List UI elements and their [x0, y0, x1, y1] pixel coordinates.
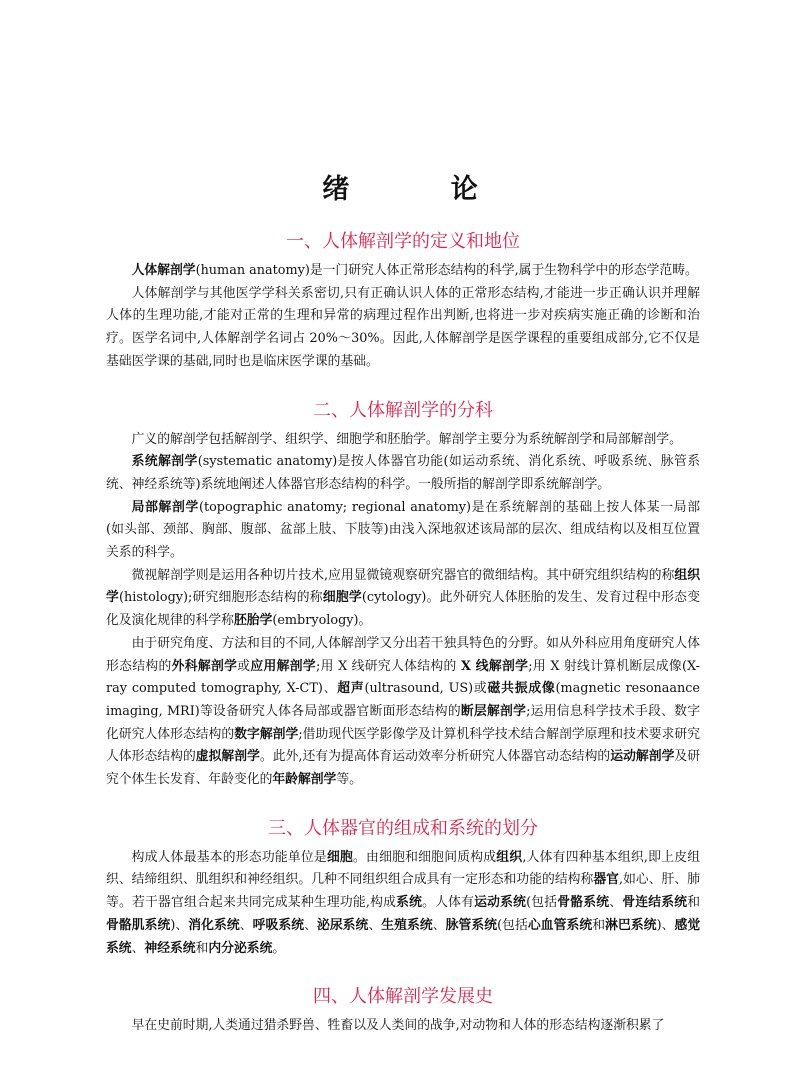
paragraph	[106, 497, 700, 565]
text-run: ,人体有四种基本组织,即上皮组织、结缔组织、肌组织和神经组织。几种不同组织组合成具有一定形态和功能的结构称	[106, 849, 701, 888]
bold-term: 细胞学	[322, 590, 362, 606]
bold-term: 内分泌系统	[208, 940, 273, 956]
paragraph	[106, 429, 700, 452]
bold-term: 呼吸系统	[252, 917, 305, 933]
text-run: 构成人体最基本的形态功能单位是	[131, 849, 327, 865]
text-run: 、	[368, 917, 382, 933]
text-run: ;运用信息科学技术手段、数字化研究人体形态结构的	[106, 703, 701, 742]
bold-term: 泌尿系统	[316, 917, 369, 933]
bold-term: X 线解剖学	[461, 658, 529, 674]
paragraph	[106, 283, 700, 374]
section-heading: 一、人体解剖学的定义和地位	[286, 231, 520, 252]
section-heading: 二、人体解剖学的分科	[313, 399, 493, 421]
section-heading: 三、人体器官的组成和系统的划分	[268, 817, 538, 839]
bold-term: 数字解剖学	[234, 726, 299, 742]
text-run: 广义的解剖学包括解剖学、组织学、细胞学和胚胎学。解剖学主要分为系统解剖学和局部解剖学。	[131, 431, 682, 447]
bold-term: 感觉系统	[106, 917, 701, 956]
bold-term: 组织学	[106, 567, 700, 606]
page-title: 绪 论	[322, 174, 524, 205]
bold-term: 运动解剖学	[610, 749, 675, 765]
text-run: 。	[272, 940, 286, 956]
text-run: (包括	[526, 895, 558, 911]
text-run: )、	[656, 917, 675, 933]
bold-term: 断层解剖学	[460, 703, 527, 719]
bold-term: 淋巴系统	[605, 917, 657, 933]
page-body	[106, 227, 700, 1058]
text-run: 等。	[336, 772, 362, 788]
text-run: 微视解剖学则是运用各种切片技术,应用显微镜观察研究器官的微细结构。其中研究组织结构的称	[131, 567, 675, 583]
text-run: (ultrasound, US)或	[364, 681, 488, 697]
text-run: ,如心、肝、肺等。若干器官组合起来共同完成某种生理功能,构成	[106, 872, 700, 911]
bold-term: 应用解剖学	[250, 658, 316, 674]
bold-term: 人体解剖学	[131, 263, 196, 278]
text-run: (magnetic resonaance imaging, MRI)等设备研究人体各局部或器官断面形态结构的	[106, 681, 701, 719]
bold-term: 器官	[593, 872, 619, 888]
text-run: (包括	[497, 917, 528, 933]
section-history	[106, 982, 700, 1038]
bold-term: 局部解剖学	[131, 499, 199, 515]
text-run: 由于研究角度、方法和目的不同,人体解剖学又分出若干独具特色的分野。如从外科应用角度研究人体形态结构的	[106, 635, 700, 674]
bold-term: 脉管系统	[445, 917, 498, 933]
text-run: 、	[432, 917, 446, 933]
bold-term: 系统解剖学	[131, 454, 198, 470]
paragraph	[106, 260, 700, 283]
paragraph	[106, 451, 700, 496]
text-run: 和	[687, 895, 701, 911]
bold-term: 组织	[496, 849, 523, 865]
text-run: 。由细胞和细胞间质构成	[353, 849, 497, 865]
text-run: (cytology)。此外研究人体胚胎的发生、发育过程中形态变化及演化规律的科学称	[106, 590, 700, 629]
bold-term: 神经系统	[144, 940, 196, 956]
paragraph	[106, 1015, 700, 1038]
text-run: ;用 X 射线计算机断层成像(X-ray computed tomography, X-CT)、	[106, 658, 701, 697]
text-run: (topographic anatomy; regional anatomy)是在系统解剖的基础上按人体某一局部(如头部、颈部、胸部、腹部、盆部上肢、下肢等)由浅入深地叙述该局部的层次、组成结构以及相互位置关系的科学。	[106, 499, 700, 561]
section-organs-systems	[106, 814, 700, 961]
text-run: 。人体有	[422, 895, 475, 911]
bold-term: 虚拟解剖学	[195, 749, 260, 765]
bold-term: 胚胎学	[233, 613, 273, 629]
bold-term: 生殖系统	[381, 917, 433, 933]
text-run: 早在史前时期,人类通过猎杀野兽、牲畜以及人类间的战争,对动物和人体的形态结构逐渐积累了	[131, 1018, 665, 1034]
text-run: 和	[195, 940, 209, 956]
section-heading: 四、人体解剖学发展史	[313, 986, 493, 1008]
bold-term: 消化系统	[188, 917, 240, 933]
text-run: ;用 X 线研究人体结构的	[316, 658, 462, 674]
bold-term: 磁共振成像	[487, 681, 556, 697]
text-run: 、	[609, 895, 623, 911]
text-run: 和	[592, 917, 606, 933]
text-run: )、	[170, 917, 189, 933]
paragraph	[106, 633, 700, 792]
paragraph	[106, 847, 700, 961]
bold-term: 系统	[396, 895, 423, 911]
text-run: 及研究个体生长发育、年龄变化的	[106, 749, 701, 788]
bold-term: 超声	[337, 681, 365, 697]
bold-term: 骨骼系统	[557, 895, 610, 911]
text-run: 、	[239, 917, 253, 933]
bold-term: 细胞	[326, 849, 354, 865]
text-run: (systematic anatomy)是按人体器官功能(如运动系统、消化系统、呼吸系统、脉管系统、神经系统等)系统地阐述人体器官形态结构的科学。一般所指的解剖学即系统解剖学。	[106, 454, 701, 492]
section-subdivisions	[106, 396, 700, 792]
text-run: 、	[304, 917, 317, 933]
text-run: ;借助现代医学影像学及计算机科学技术结合解剖学原理和技术要求研究人体形态结构的	[106, 726, 701, 765]
text-run: 。此外,还有为提高体育运动效率分析研究人体器官动态结构的	[259, 749, 611, 765]
bold-term: 外科解剖学	[171, 658, 238, 674]
section-definition	[106, 227, 700, 374]
bold-term: 运动系统	[474, 895, 527, 911]
paragraph	[106, 565, 700, 633]
text-run: 人体解剖学与其他医学学科关系密切,只有正确认识人体的正常形态结构,才能进一步正确认识并理解人体的生理功能,才能对正常的生理和异常的病理过程作出判断,也将进一步对疾病实施正确的诊断和治疗。医学名词中,人体解剖学名词占 20%～30%。因此,人体解剖学是医学课程的重要组成部分,它不仅是基础医学课的基础,同时也是临床医学课的基础。	[106, 285, 700, 369]
text-run: 或	[237, 658, 251, 674]
bold-term: 骨骼肌系统	[106, 917, 171, 933]
text-run: (histology);研究细胞形态结构的称	[119, 590, 323, 606]
bold-term: 骨连结系统	[622, 895, 688, 911]
text-run: (human anatomy)是一门研究人体正常形态结构的科学,属于生物科学中的形态学范畴。	[195, 263, 698, 278]
bold-term: 年龄解剖学	[272, 772, 337, 788]
text-run: (embryology)。	[272, 613, 372, 629]
bold-term: 心血管系统	[527, 917, 593, 933]
text-run: 、	[131, 940, 145, 956]
